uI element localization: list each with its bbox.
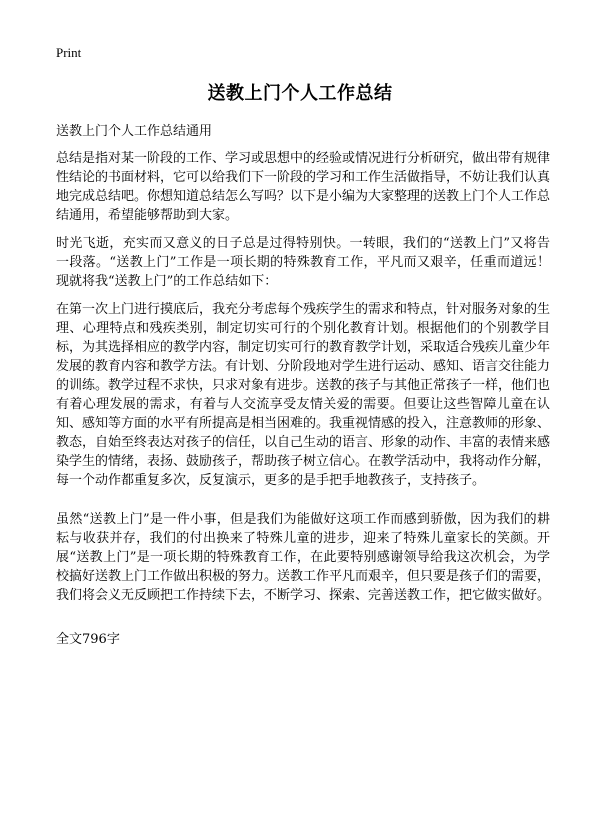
print-link[interactable]: Print — [56, 45, 82, 60]
paragraph-intro: 总结是指对某一阶段的工作、学习或思想中的经验或情况进行分析研究，做出带有规律性结论的书面材料，它可以给我们下一阶段的学习和工作生活做指导，不妨让我们认真地完成总结吧。你想知道总结怎么写吗？以下是小编为大家整理的送教上门个人工作总结通用，希望能够帮助到大家。 — [56, 151, 551, 223]
paragraph-teaching: 在第一次上门进行摸底后，我充分考虑每个残疾学生的需求和特点，针对服务对象的生理、心理特点和残疾类别，制定切实可行的个别化教育计划。根据他们的个别教学目标，为其选择相应的教学内容，制定切实可行的教育教学计划，采取适合残疾儿童少年发展的教育内容和教学方法。有计划、分阶段地对学生进行运动、感知、语言交往能力的训练。教学过程不求快，只求对象有进步。送教的孩子与其他正常孩子一样，他们也有着心理发展的需求，有着与人交流享受友情关爱的需要。但要让这些智障儿童在认知、感知等方面的水平有所提高是相当困难的。我重视情感的投入，注意教师的形象、教态，自始至终表达对孩子的信任，以自己生动的语言、形象的动作、丰富的表情来感染学生的情绪，表扬、鼓励孩子，帮助孩子树立信心。在教学活动中，我将动作分解，每一个动作都重复多次，反复演示，更多的是手把手地教孩子，支持孩子。 — [56, 302, 551, 488]
word-count: 全文796字 — [56, 632, 120, 647]
paragraph-conclusion: 虽然“送教上门”是一件小事，但是我们为能做好这项工作而感到骄傲，因为我们的耕耘与收获并存，我们的付出换来了特殊儿童的进步，迎来了特殊儿童家长的笑颜。开展“送教上门”是一项长期的特殊教育工作，在此要特别感谢领导给我这次机会，为学校搞好送教上门工作做出积极的努力。送教工作平凡而艰辛，但只要是孩子们的需要，我们将会义无反顾把工作持续下去，不断学习、探索、完善送教工作，把它做实做好。 — [56, 512, 551, 603]
document-subtitle: 送教上门个人工作总结通用 — [56, 124, 213, 139]
page-title: 送教上门个人工作总结 — [207, 83, 393, 104]
paragraph-overview: 时光飞逝，充实而又意义的日子总是过得特别快。一转眼，我们的“送教上门”又将告一段落。“送教上门”工作是一项长期的特殊教育工作，平凡而又艰辛，任重而道远！现就将我“送教上门”的工作总结如下： — [56, 236, 550, 289]
